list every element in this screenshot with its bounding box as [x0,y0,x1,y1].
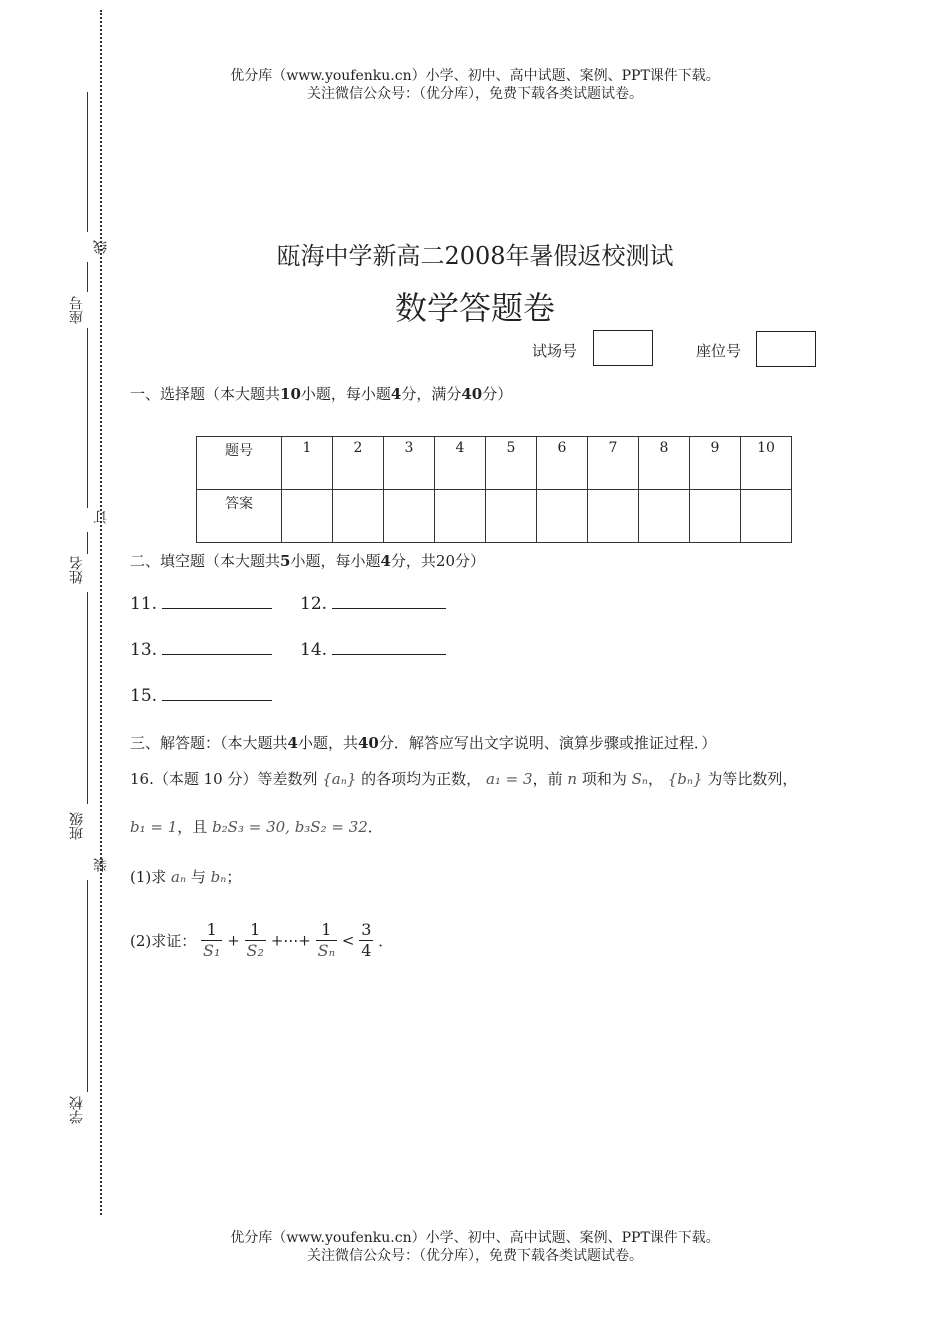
room-number-box[interactable] [593,330,653,366]
blank-15: 15. [130,686,272,706]
answer-cell[interactable] [435,490,486,543]
question-number: 7 [588,437,639,490]
answer-cell[interactable] [741,490,792,543]
room-label: 试场号 [532,342,578,360]
binding-line-char: 线 [93,240,109,254]
answer-cell[interactable] [333,490,384,543]
section2-heading: 二、填空题（本大题共5小题，每小题4分，共20分） [130,552,486,570]
blank-12-line[interactable] [332,594,446,609]
answer-cell[interactable] [639,490,690,543]
answer-cell[interactable] [486,490,537,543]
header-line-1: 优分库（www.youfenku.cn）小学、初中、高中试题、案例、PPT课件下载。 [230,68,720,84]
binding-rule-3 [87,328,88,508]
table-row-numbers [197,437,792,490]
table-row-answers [197,490,792,543]
binding-ding-char: 订 [93,510,109,524]
question-number: 10 [741,437,792,490]
problem16-part2: (2)求证： $\frac{1}{\text{S₁}}$ + $\frac{1}{\text{S₂}}$ +⋯+ $\frac{1}{\text{Sₙ}}$ < $\frac{3}{4}$ ． [130,920,394,960]
binding-rule-1 [87,92,88,232]
question-number: 3 [384,437,435,490]
blank-15-line[interactable] [162,686,272,701]
school-label: 学校 [69,1096,85,1124]
binding-rule-5 [87,592,88,804]
binding-dotted-line [100,10,102,1215]
answer-cell[interactable] [384,490,435,543]
blank-14-line[interactable] [332,640,446,655]
footer-line-2: 关注微信公众号：（优分库），免费下载各类试题试卷。 [307,1248,643,1264]
binding-rule-4 [87,532,88,554]
seat-number-box[interactable] [756,331,816,367]
answer-cell[interactable] [537,490,588,543]
name-label: 姓名 [69,556,85,584]
section1-heading: 一、选择题（本大题共10小题，每小题4分，满分40分） [130,385,513,403]
seat-number-label: 座位号 [696,342,742,360]
binding-rule-6 [87,880,88,1092]
fraction-3-over-4: $\frac{3}{4}$ [361,920,372,960]
row-header-answer: 答案 [197,490,282,543]
class-label: 班级 [69,812,85,840]
answer-cell[interactable] [588,490,639,543]
answer-cell[interactable] [690,490,741,543]
problem16-part1: (1)求 aₙ 与 bₙ； [130,868,242,886]
binding-zhuang-char: 装 [93,858,109,872]
question-number: 8 [639,437,690,490]
blank-12: 12. [300,594,446,614]
question-number: 6 [537,437,588,490]
section3-heading: 三、解答题：（本大题共4小题，共40分．解答应写出文字说明、演算步骤或推证过程．） [130,734,717,752]
answer-cell[interactable] [282,490,333,543]
blank-13: 13. [130,640,272,660]
fraction-1-over-s1: $\frac{1}{\text{S₁}}$ [203,920,221,960]
question-number: 1 [282,437,333,490]
footer-line-1: 优分库（www.youfenku.cn）小学、初中、高中试题、案例、PPT课件下载。 [230,1230,720,1246]
question-number: 4 [435,437,486,490]
blank-13-line[interactable] [162,640,272,655]
answer-table [196,436,792,543]
seat-label: 座号 [69,296,85,324]
fraction-1-over-s2: $\frac{1}{\text{S₂}}$ [246,920,264,960]
blank-11: 11. [130,594,272,614]
header-line-2: 关注微信公众号：（优分库），免费下载各类试题试卷。 [307,86,643,102]
row-header-number: 题号 [197,437,282,490]
exam-subtitle: 数学答题卷 [394,289,555,327]
fraction-1-over-sn: $\frac{1}{\text{Sₙ}}$ [317,920,336,960]
exam-title: 瓯海中学新高二2008年暑假返校测试 [276,242,674,270]
problem16-line1: 16.（本题 10 分）等差数列 {aₙ} 的各项均为正数， a₁ = 3，前 n 项和为 Sₙ， {bₙ} 为等比数列， [130,770,798,788]
blank-11-line[interactable] [162,594,272,609]
question-number: 2 [333,437,384,490]
problem16-line2: b₁ = 1，且 b₂S₃ = 30, b₃S₂ = 32． [130,818,383,836]
question-number: 5 [486,437,537,490]
blank-14: 14. [300,640,446,660]
question-number: 9 [690,437,741,490]
